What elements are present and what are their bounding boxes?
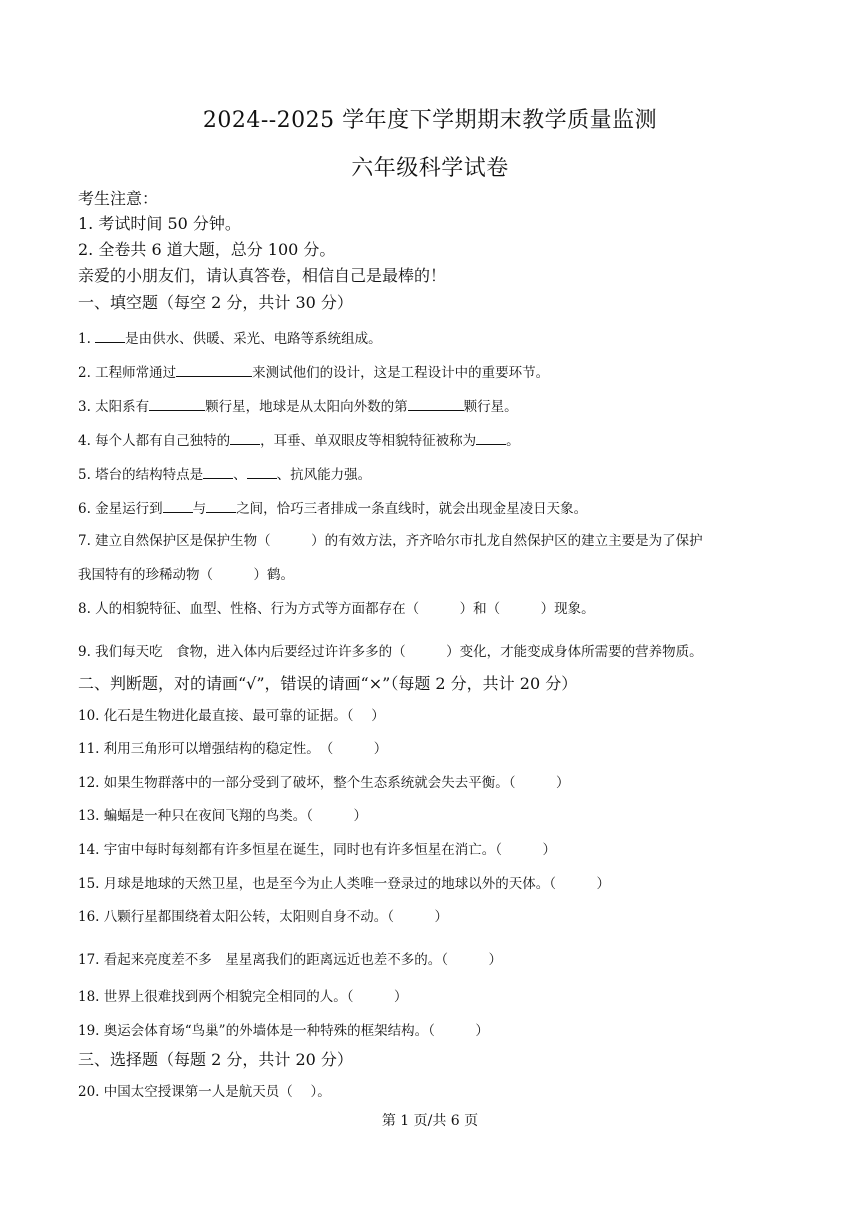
question-4-text-a: 4. 每个人都有自己独特的 xyxy=(78,433,231,449)
question-3 xyxy=(78,396,518,417)
question-20: 20. 中国太空授课第一人是航天员（ ）。 xyxy=(78,1084,331,1100)
question-5-text-a: 5. 塔台的结构特点是 xyxy=(78,467,204,483)
question-5-text-b: 、 xyxy=(233,467,247,483)
question-11: 11. 利用三角形可以增强结构的稳定性。 （ ） xyxy=(78,741,388,757)
answer-blank[interactable] xyxy=(230,430,260,445)
section-fill-blank-title: 一、填空题（每空 2 分，共计 30 分） xyxy=(78,293,353,312)
question-6-text-b: 与 xyxy=(192,501,207,517)
notice-encourage: 亲爱的小朋友们，请认真答卷，相信自己是最棒的！ xyxy=(78,266,447,285)
section-multiple-choice-title: 三、选择题（每题 2 分，共计 20 分） xyxy=(78,1050,353,1069)
question-3-text-c: 颗行星。 xyxy=(463,399,518,415)
question-12: 12. 如果生物群落中的一部分受到了破坏，整个生态系统就会失去平衡。（ ） xyxy=(78,775,570,791)
question-2-text-a: 2. 工程师常通过 xyxy=(78,365,177,381)
notice-item-1: 1. 考试时间 50 分钟。 xyxy=(78,214,241,233)
question-6-text-a: 6. 金星运行到 xyxy=(78,501,163,517)
question-1-text-b: 是由供水、供暖、采光、电路等系统组成。 xyxy=(125,331,382,347)
answer-blank[interactable] xyxy=(176,362,252,377)
question-4 xyxy=(78,430,520,451)
question-13: 13. 蝙蝠是一种只在夜间飞翔的鸟类。（ ） xyxy=(78,808,368,824)
answer-blank[interactable] xyxy=(95,328,125,343)
question-15: 15. 月球是地球的天然卫星，也是至今为止人类唯一登录过的地球以外的天体。（ ） xyxy=(78,876,611,892)
question-6-text-c: 之间，恰巧三者排成一条直线时，就会出现金星凌日天象。 xyxy=(236,501,588,517)
answer-blank[interactable] xyxy=(476,430,506,445)
question-19: 19. 奥运会体育场“鸟巢”的外墙体是一种特殊的框架结构。（ ） xyxy=(78,1023,489,1039)
question-1-text-a: 1. xyxy=(78,331,96,347)
question-7-line-2: 我国特有的珍稀动物（ ）鹤。 xyxy=(78,567,294,583)
question-2 xyxy=(78,362,549,383)
question-7-line-1: 7. 建立自然保护区是保护生物（ ）的有效方法，齐齐哈尔市扎龙自然保护区的建立主要是为了保护 xyxy=(78,533,703,549)
answer-blank[interactable] xyxy=(163,498,193,513)
question-8: 8. 人的相貌特征、血型、性格、行为方式等方面都存在（ ）和（ ）现象。 xyxy=(78,601,595,617)
answer-blank[interactable] xyxy=(408,396,464,411)
question-9: 9. 我们每天吃 食物，进入体内后要经过许许多多的（ ）变化，才能变成身体所需要的营养物质。 xyxy=(78,644,703,660)
answer-blank[interactable] xyxy=(203,464,233,479)
question-2-text-b: 来测试他们的设计，这是工程设计中的重要环节。 xyxy=(252,365,550,381)
question-3-text-a: 3. 太阳系有 xyxy=(78,399,150,415)
question-3-text-b: 颗行星，地球是从太阳向外数的第 xyxy=(205,399,408,415)
question-14: 14. 宇宙中每时每刻都有许多恒星在诞生，同时也有许多恒星在消亡。（ ） xyxy=(78,842,557,858)
section-true-false-title: 二、判断题，对的请画“√”，错误的请画“×”（每题 2 分，共计 20 分） xyxy=(78,674,578,693)
question-5-text-c: 、抗风能力强。 xyxy=(276,467,372,483)
question-5 xyxy=(78,464,371,485)
question-6 xyxy=(78,498,587,519)
answer-blank[interactable] xyxy=(247,464,277,479)
question-16: 16. 八颗行星都围绕着太阳公转，太阳则自身不动。（ ） xyxy=(78,909,449,925)
question-4-text-b: ，耳垂、单双眼皮等相貌特征被称为 xyxy=(260,433,477,449)
answer-blank[interactable] xyxy=(149,396,205,411)
question-17: 17. 看起来亮度差不多 星星离我们的距离远近也差不多的。（ ） xyxy=(78,952,503,968)
question-4-text-c: 。 xyxy=(506,433,520,449)
question-1 xyxy=(78,328,382,349)
exam-subtitle: 六年级科学试卷 xyxy=(351,156,509,181)
page-footer: 第 1 页/共 6 页 xyxy=(381,1113,479,1129)
notice-heading: 考生注意： xyxy=(78,189,159,208)
notice-item-2: 2. 全卷共 6 道大题，总分 100 分。 xyxy=(78,240,336,259)
question-18: 18. 世界上很难找到两个相貌完全相同的人。（ ） xyxy=(78,989,408,1005)
exam-title: 2024--2025 学年度下学期期末教学质量监测 xyxy=(202,108,658,133)
answer-blank[interactable] xyxy=(206,498,236,513)
question-10: 10. 化石是生物进化最直接、最可靠的证据。（ ） xyxy=(78,708,385,724)
